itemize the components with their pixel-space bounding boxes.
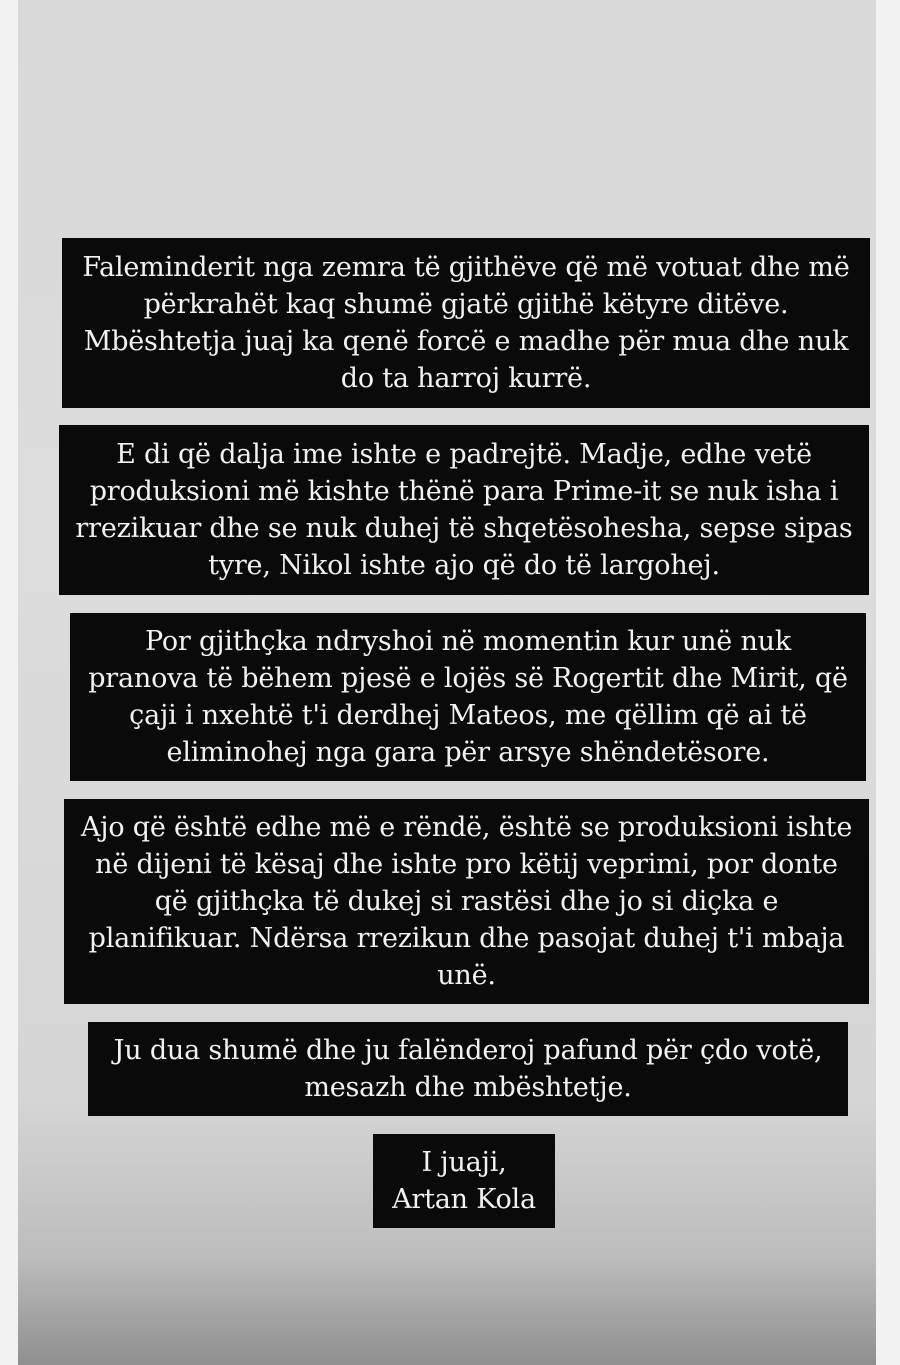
story-background <box>18 0 876 1365</box>
signature-block <box>373 1134 555 1228</box>
signature-text: I juaji, Artan Kola <box>392 1147 536 1215</box>
text-block-game <box>70 613 866 781</box>
text-block-game-text: Por gjithçka ndryshoi në momentin kur unë nuk pranova të bëhem pjesë e lojës së Rogertit dhe Mirit, që çaji i nxehtë t'i derdhej Mateos, me qëllim që ai të eliminohej nga gara për arsye shëndetësore. <box>88 626 848 768</box>
text-block-love-text: Ju dua shumë dhe ju falënderoj pafund për çdo votë, mesazh dhe mbështetje. <box>113 1035 823 1103</box>
text-block-elimination <box>59 425 869 595</box>
text-block-elimination-text: E di që dalja ime ishte e padrejtë. Madje, edhe vetë produksioni më kishte thënë para Prime-it se nuk isha i rrezikuar dhe se nuk duhej të shqetësohesha, sepse sipas tyre, Nikol ishte ajo që do të largohej. <box>75 439 853 581</box>
text-block-production-text: Ajo që është edhe më e rëndë, është se produksioni ishte në dijeni të kësaj dhe ishte pro këtij veprimi, por donte që gjithçka të dukej si rastësi dhe jo si diçka e planifikuar. Ndërsa rrezikun dhe pasojat duhej t'i mbaja unë. <box>80 812 853 991</box>
text-block-production <box>64 799 869 1004</box>
text-block-love <box>88 1022 848 1116</box>
text-block-thanks <box>62 238 870 408</box>
text-block-thanks-text: Faleminderit nga zemra të gjithëve që më votuat dhe më përkrahët kaq shumë gjatë gjithë këtyre ditëve. Mbështetja juaj ka qenë forcë e madhe për mua dhe nuk do ta harroj kurrë. <box>82 252 850 394</box>
